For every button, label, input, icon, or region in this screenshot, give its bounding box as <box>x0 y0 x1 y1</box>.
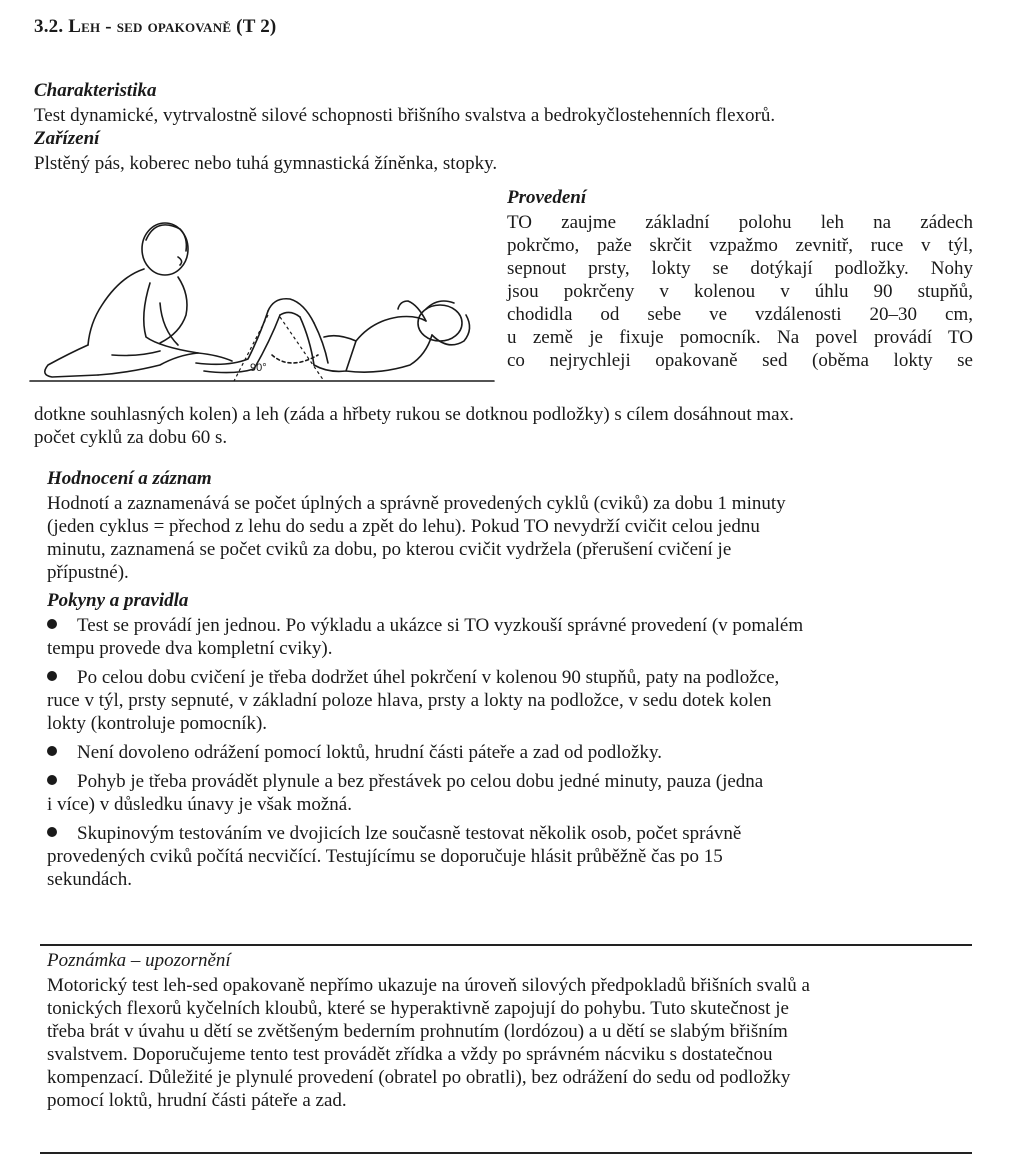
divider-top <box>40 944 972 946</box>
bullet-icon <box>47 671 57 681</box>
heading-charakteristika: Charakteristika <box>34 80 157 101</box>
poznamka-block <box>47 974 979 1112</box>
heading-hodnoceni: Hodnocení a záznam <box>47 468 212 489</box>
bullet-text: ruce v týl, prsty sepnuté, v základní poloze hlava, prsty a lokty na podložce, v sedu dotek kolen <box>47 690 772 711</box>
bullet-text: lokty (kontroluje pomocník). <box>47 713 268 734</box>
poznamka-line: svalstvem. Doporučujeme tento test provádět zřídka a vždy po správném nácviku s dostatečnou <box>47 1044 773 1065</box>
bullet-text: Skupinovým testováním ve dvojicích lze současně testovat několik osob, počet správně <box>77 823 742 844</box>
hodnoceni-line: Hodnotí a zaznamenává se počet úplných a správně provedených cyklů (cviků) za dobu 1 minuty <box>47 493 786 514</box>
provedeni-line: TO zaujme základní polohu leh na zádech <box>507 212 973 233</box>
bullet-text: Po celou dobu cvičení je třeba dodržet úhel pokrčení v kolenou 90 stupňů, paty na podložce, <box>77 667 780 688</box>
provedeni-line: pokrčmo, paže skrčit vzpažmo zevnitř, ruce v týl, <box>507 235 973 256</box>
provedeni-line: co nejrychleji opakovaně sed (oběma lokty se <box>507 350 973 371</box>
list-item <box>47 614 979 660</box>
poznamka-line: tonických flexorů kyčelních kloubů, které se hyperaktivně zapojují do pohybu. Tuto skutečnost je <box>47 998 789 1019</box>
bullet-text: i více) v důsledku únavy je však možná. <box>47 794 352 815</box>
bullet-icon <box>47 775 57 785</box>
heading-zarizeni: Zařízení <box>34 128 100 149</box>
heading-pokyny: Pokyny a pravidla <box>47 590 189 611</box>
bullet-text: Test se provádí jen jednou. Po výkladu a ukázce si TO vyzkouší správné provedení (v pomalém <box>77 615 804 636</box>
zarizeni-text: Plstěný pás, koberec nebo tuhá gymnastická žíněnka, stopky. <box>34 153 498 174</box>
provedeni-line: chodidla od sebe ve vzdálenosti 20–30 cm, <box>507 304 973 325</box>
provedeni-block <box>507 211 973 372</box>
provedeni-line: sepnout prsty, lokty se dotýkají podložky. Nohy <box>507 258 973 279</box>
poznamka-line: Motorický test leh-sed opakovaně nepřímo ukazuje na úroveň silových předpokladů břišních svalů a <box>47 975 810 996</box>
hodnoceni-block <box>47 492 979 584</box>
poznamka-line: pomocí loktů, hrudní části páteře a zad. <box>47 1090 347 1111</box>
poznamka-line: třeba brát v úvahu u dětí se zvětšeným bederním prohnutím (lordózou) a u dětí se slabým břišním <box>47 1021 788 1042</box>
bullet-icon <box>47 619 57 629</box>
heading-provedeni: Provedení <box>507 187 587 208</box>
list-item <box>47 741 979 764</box>
heading-poznamka: Poznámka – upozornění <box>47 950 231 971</box>
hodnoceni-line: přípustné). <box>47 562 129 583</box>
divider-bottom <box>40 1152 972 1154</box>
provedeni-line: jsou pokrčeny v kolenou v úhlu 90 stupňů, <box>507 281 973 302</box>
bullet-text: Není dovoleno odrážení pomocí loktů, hrudní části páteře a zad od podložky. <box>77 742 662 763</box>
hodnoceni-line: (jeden cyklus = přechod z lehu do sedu a zpět do lehu). Pokud TO nevydrží cvičit celou jednu <box>47 516 760 537</box>
bullet-text: Pohyb je třeba provádět plynule a bez přestávek po celou dobu jedné minuty, pauza (jedna <box>77 771 764 792</box>
bullet-text: provedených cviků počítá necvičící. Testujícímu se doporučuje hlásit průběžně čas po 15 <box>47 846 723 867</box>
section-title: 3.2. Leh - sed opakovaně (T 2) <box>34 16 277 37</box>
bullet-text: sekundách. <box>47 869 132 890</box>
list-item <box>47 822 979 891</box>
angle-label: 90° <box>250 362 267 374</box>
list-item <box>47 770 979 816</box>
bullet-icon <box>47 827 57 837</box>
bullet-text: tempu provede dva kompletní cviky). <box>47 638 333 659</box>
provedeni-line: dotkne souhlasných kolen) a leh (záda a hřbety rukou se dotknou podložky) s cílem dosáhnout max. <box>34 404 794 425</box>
provedeni-line: počet cyklů za dobu 60 s. <box>34 427 228 448</box>
charakteristika-text: Test dynamické, vytrvalostně silové schopnosti břišního svalstva a bedrokyčlostehenních flexorů. <box>34 105 776 126</box>
provedeni-line: u země je fixuje pomocník. Na povel provádí TO <box>507 327 973 348</box>
situps-illustration <box>28 205 498 390</box>
provedeni-continuation <box>34 403 978 449</box>
hodnoceni-line: minutu, zaznamená se počet cviků za dobu, po kterou cvičit vydržela (přerušení cvičení je <box>47 539 732 560</box>
poznamka-line: kompenzací. Důležité je plynulé provedení (obratel po obratli), bez odrážení do sedu od podložky <box>47 1067 791 1088</box>
bullet-icon <box>47 746 57 756</box>
pokyny-list <box>47 614 979 891</box>
list-item <box>47 666 979 735</box>
